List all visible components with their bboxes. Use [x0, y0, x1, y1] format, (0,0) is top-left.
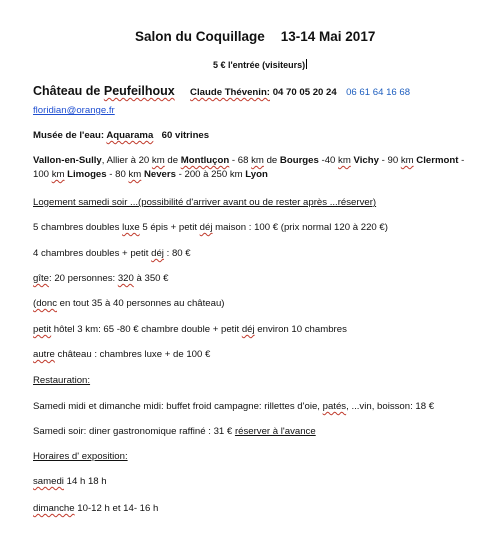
loc-text: - 90 [378, 155, 401, 166]
lodging-text: autre [33, 349, 55, 360]
time-range: 14 h 18 h [63, 476, 107, 487]
venue-name: Peufeilhoux [103, 84, 175, 98]
city-clermont: Clermont [416, 155, 459, 166]
loc-text: - 68 [229, 155, 252, 166]
entry-fee-text: 5 € l'entrée (visiteurs) [213, 60, 306, 70]
lodging-text: 5 épis + petit [139, 222, 200, 233]
phone-2: 06 61 64 16 68 [346, 87, 411, 98]
lodging-text: gîte [33, 273, 50, 284]
lodging-text: : 80 € [163, 248, 191, 259]
loc-text: - 80 [106, 169, 129, 180]
lodging-text: en tout 35 à 40 personnes au château) [57, 298, 225, 309]
lodging-text: (donc [33, 298, 57, 309]
unit-km: km [251, 155, 264, 166]
lodging-text: à 350 € [133, 273, 169, 284]
loc-text: de [263, 155, 280, 166]
lodging-item-2 [33, 248, 191, 260]
email-link[interactable]: floridian@orange.fr [33, 105, 115, 116]
time-range: 10-12 h et 14- 16 h [74, 503, 159, 514]
restaurant-text: patés [322, 401, 347, 412]
location-line-2 [33, 169, 268, 181]
lodging-heading: Logement samedi soir ...(possibilité d'arriver avant ou de rester après ...réserver) [33, 197, 377, 208]
restaurant-heading: Restauration: [33, 375, 91, 386]
city-bourges: Bourges [279, 155, 319, 166]
unit-km: km [128, 169, 142, 180]
loc-text: , Allier à 20 [101, 155, 152, 166]
restaurant-item-2 [33, 426, 316, 438]
lodging-text: environ 10 chambres [254, 324, 347, 335]
unit-km: km [338, 155, 351, 166]
text-cursor [306, 59, 307, 69]
lodging-text: 4 chambres doubles + petit [33, 248, 152, 259]
loc-text: - 200 à 250 km [175, 169, 246, 180]
city-montlucon: Montluçon [180, 155, 230, 166]
lodging-text: luxe [122, 222, 140, 233]
loc-text: de [164, 155, 181, 166]
entry-fee [213, 59, 307, 71]
page-title [135, 31, 375, 43]
lodging-item-5 [33, 324, 347, 336]
restaurant-text: , ...vin, boisson: 18 € [346, 401, 435, 412]
venue-prefix: Château de [33, 84, 104, 98]
day-label: dimanche [33, 503, 75, 514]
lodging-text: 320 [117, 273, 134, 284]
city-nevers: Nevers [143, 169, 176, 180]
phone-1: 04 70 05 20 24 [272, 87, 337, 98]
venue-line [33, 85, 410, 99]
lodging-text: 5 chambres doubles [33, 222, 123, 233]
lodging-item-6 [33, 349, 210, 361]
loc-text: 100 [33, 169, 52, 180]
city-limoges: Limoges [67, 169, 107, 180]
unit-km: km [51, 169, 65, 180]
lodging-text: déj [151, 248, 164, 259]
town-name: Vallon-en-Sully [33, 155, 102, 166]
museum-line [33, 130, 209, 142]
lodging-item-3 [33, 273, 169, 285]
restaurant-text: Samedi midi et dimanche midi: buffet froid campagne: rillettes d'oie, [33, 401, 323, 412]
email-line [33, 105, 115, 117]
lodging-text: : 20 personnes: [49, 273, 118, 284]
location-line-1 [33, 155, 464, 167]
hours-heading: Horaires d' exposition: [33, 451, 128, 462]
unit-km: km [400, 155, 414, 166]
museum-label: Musée de l'eau: [33, 130, 107, 141]
reserve-note: réserver à l'avance [234, 426, 316, 437]
museum-detail: 60 vitrines [161, 130, 210, 141]
restaurant-text: Samedi soir: diner gastronomique raffiné : 31 € [33, 426, 235, 437]
loc-text: -40 [318, 155, 339, 166]
day-label: samedi [33, 476, 64, 487]
unit-km: km [151, 155, 165, 166]
lodging-item-4 [33, 298, 224, 310]
hours-saturday [33, 476, 107, 488]
lodging-text: petit [33, 324, 52, 335]
city-lyon: Lyon [245, 169, 268, 180]
lodging-text: maison : 100 € (prix normal 120 à 220 €) [212, 222, 388, 233]
lodging-text: château : chambres luxe + de 100 € [54, 349, 211, 360]
museum-name: Aquarama [106, 130, 154, 141]
city-vichy: Vichy [353, 155, 379, 166]
contact-name: Claude Thévenin: [190, 87, 271, 98]
title-name: Salon du Coquillage [135, 29, 265, 44]
lodging-item-1 [33, 222, 388, 234]
title-dates: 13-14 Mai 2017 [280, 29, 376, 44]
restaurant-item-1 [33, 401, 434, 413]
lodging-text: déj [199, 222, 213, 233]
loc-text: - [458, 155, 465, 166]
lodging-text: hôtel 3 km: 65 -80 € chambre double + petit [51, 324, 242, 335]
lodging-text: déj [241, 324, 255, 335]
hours-sunday [33, 503, 158, 515]
